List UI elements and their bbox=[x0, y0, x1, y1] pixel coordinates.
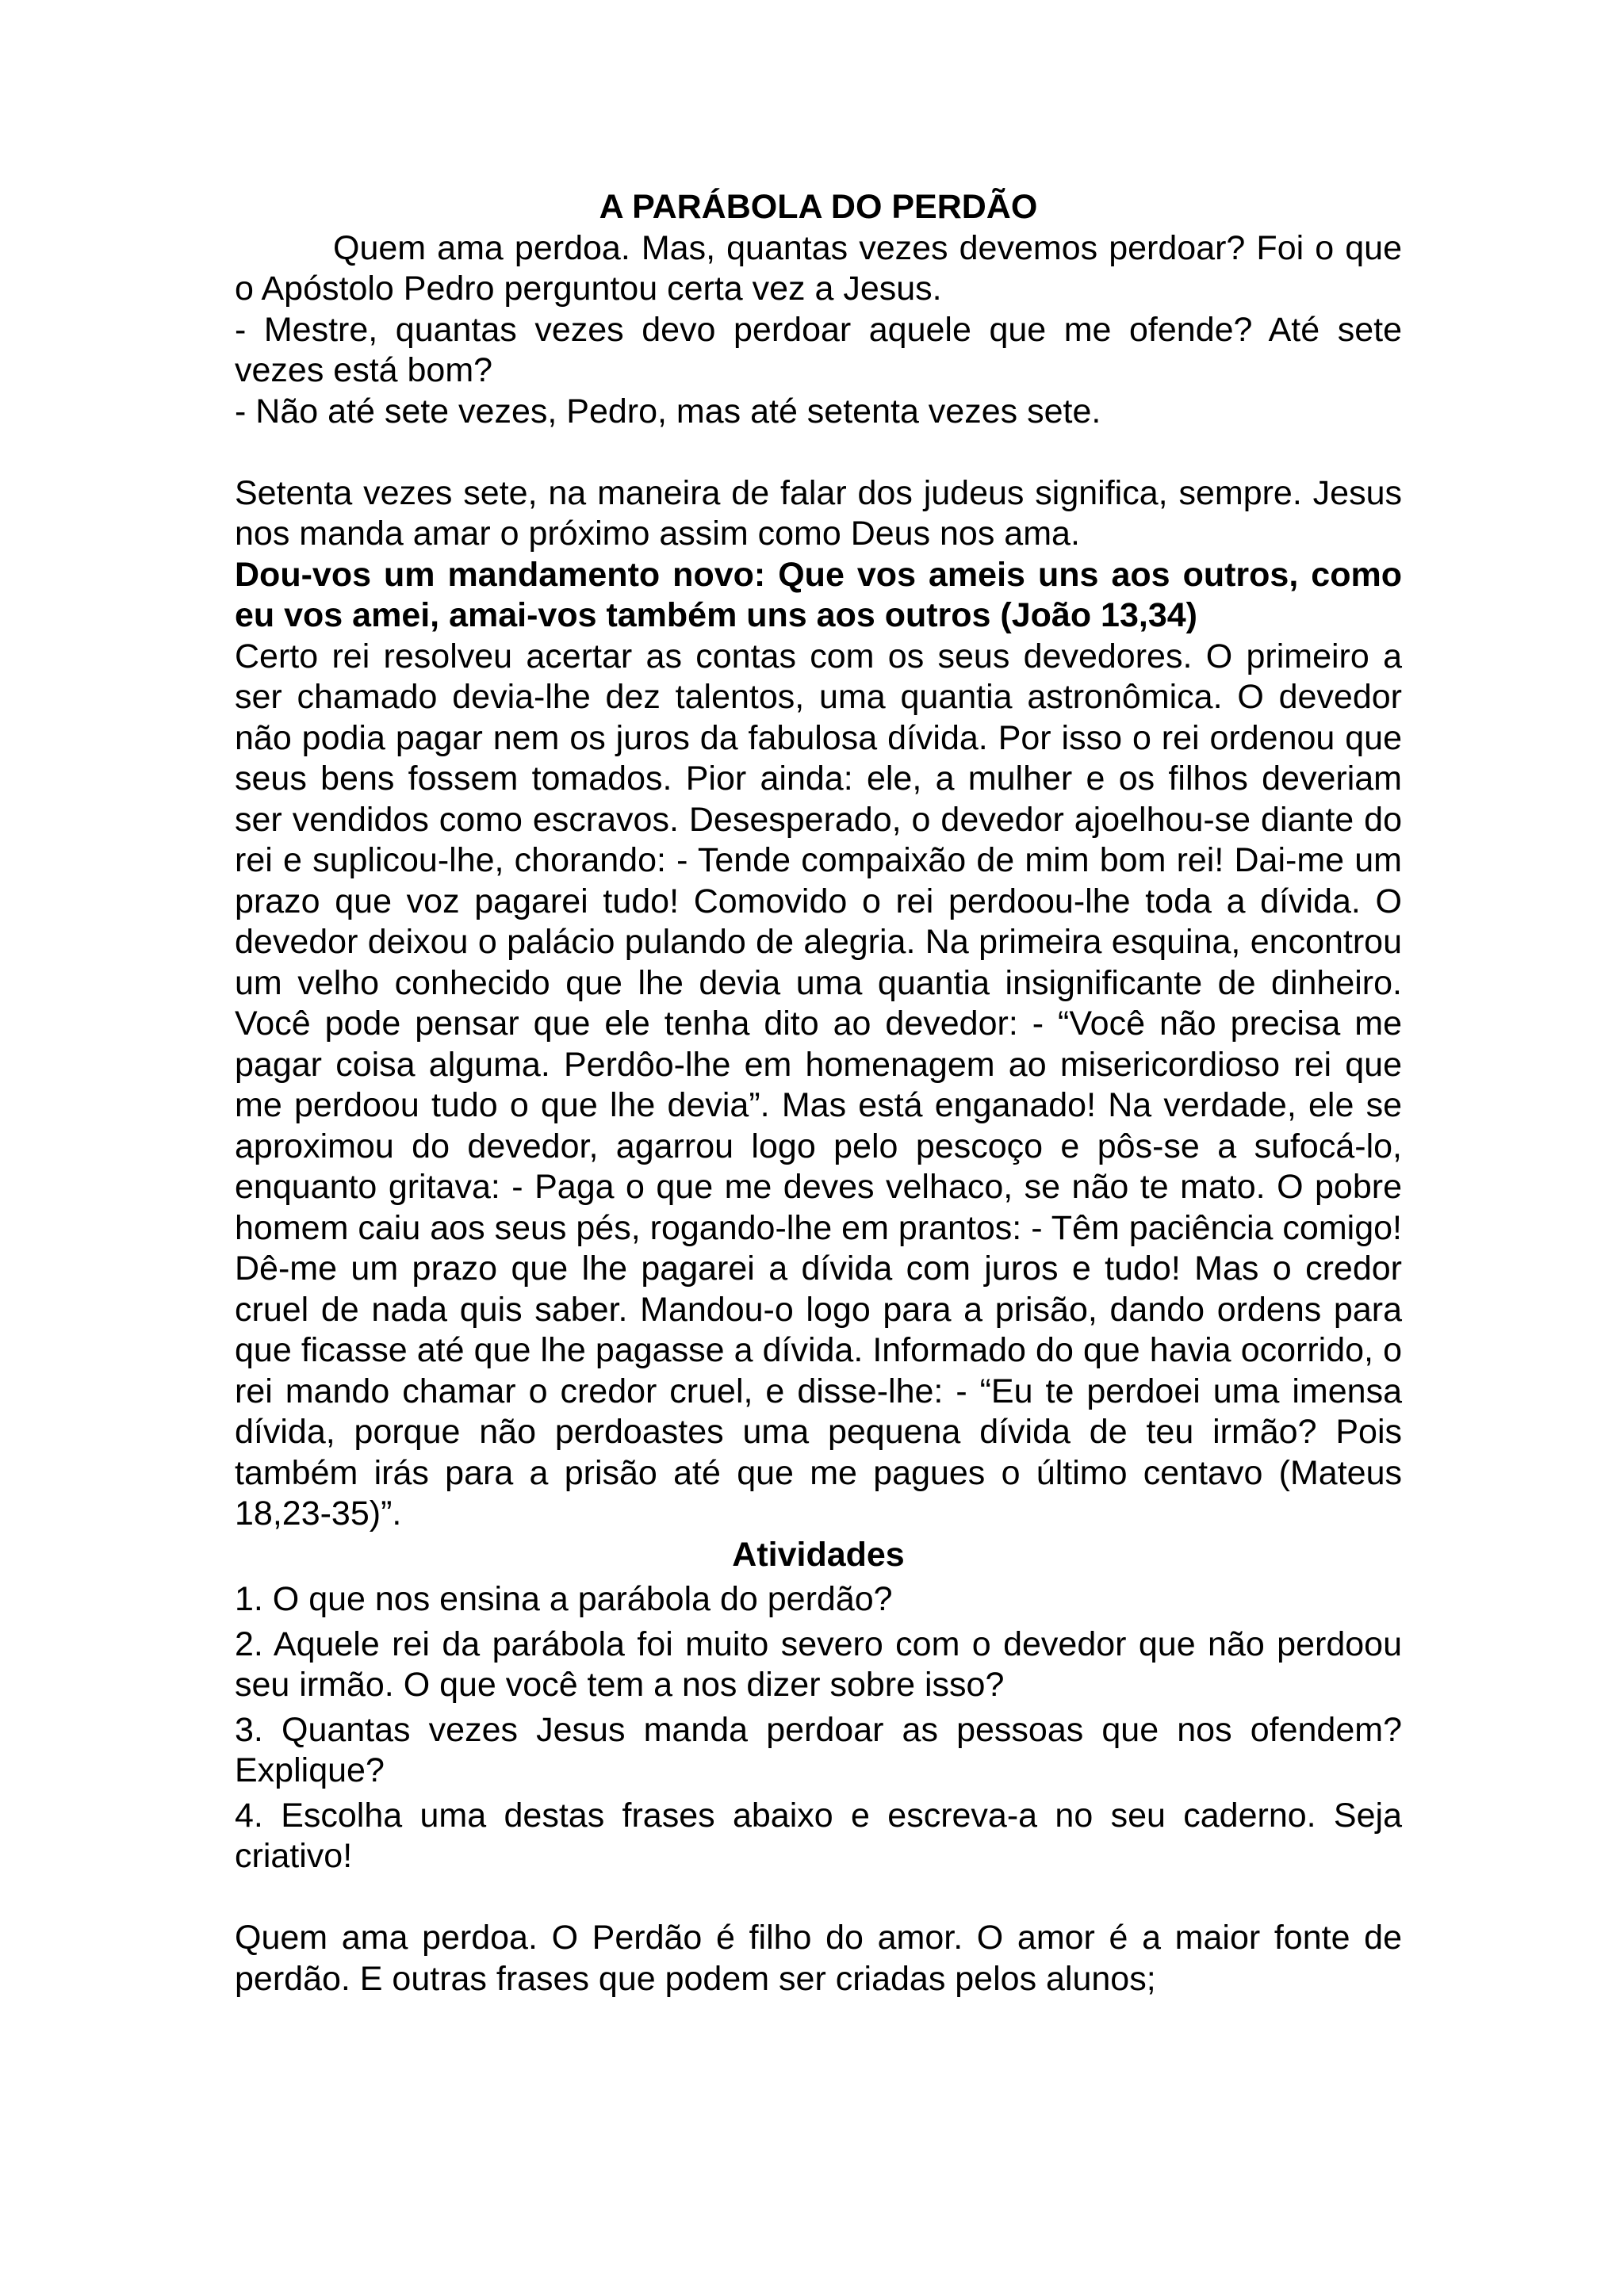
spacer bbox=[235, 432, 1402, 473]
intro-paragraph: Quem ama perdoa. Mas, quantas vezes devemos perdoar? Foi o que o Apóstolo Pedro perguntou certa vez a Jesus. bbox=[235, 228, 1402, 308]
activities-heading: Atividades bbox=[732, 1535, 905, 1574]
activity-item: 3. Quantas vezes Jesus manda perdoar as pessoas que nos ofendem? Explique? bbox=[235, 1710, 1402, 1789]
commandment-quote: Dou-vos um mandamento novo: Que vos ameis uns aos outros, como eu vos amei, amai-vos também uns aos outros (João 13,34) bbox=[235, 555, 1402, 634]
closing-paragraph: Quem ama perdoa. O Perdão é filho do amor. O amor é a maior fonte de perdão. E outras frases que podem ser criadas pelos alunos; bbox=[235, 1919, 1402, 1998]
explanation-paragraph: Setenta vezes sete, na maneira de falar dos judeus significa, sempre. Jesus nos manda amar o próximo assim como Deus nos ama. bbox=[235, 473, 1402, 553]
activity-item: 2. Aquele rei da parábola foi muito severo com o devedor que não perdoou seu irmão. O que você tem a nos dizer sobre isso? bbox=[235, 1624, 1402, 1704]
spacer bbox=[235, 1877, 1402, 1919]
document-title: A PARÁBOLA DO PERDÃO bbox=[599, 188, 1038, 226]
dialogue-line: - Mestre, quantas vezes devo perdoar aquele que me ofende? Até sete vezes está bom? bbox=[235, 310, 1402, 389]
activity-item: 4. Escolha uma destas frases abaixo e escreva-a no seu caderno. Seja criativo! bbox=[235, 1796, 1402, 1875]
dialogue-line: - Não até sete vezes, Pedro, mas até setenta vezes sete. bbox=[235, 392, 1101, 430]
story-paragraph: Certo rei resolveu acertar as contas com os seus devedores. O primeiro a ser chamado devia-lhe dez talentos, uma quantia astronômica. O devedor não podia pagar nem os juros da fabulosa dívida. Por isso o rei ordenou que seus bens fossem tomados. Pior ainda: ele, a mulher e os filhos deveriam ser vendidos como escravos. Desesperado, o devedor ajoelhou-se diante do rei e suplicou-lhe, chorando: - Tende compaixão de mim bom rei! Dai-me um prazo que voz pagarei tudo! Comovido o rei perdoou-lhe toda a dívida. O devedor deixou o palácio pulando de alegria. Na primeira esquina, encontrou um velho conhecido que lhe devia uma quantia insignificante de dinheiro. Você pode pensar que ele tenha dito ao devedor: - “Você não precisa me pagar coisa alguma. Perdôo-lhe em homenagem ao misericordioso rei que me perdoou tudo o que lhe devia”. Mas está enganado! Na verdade, ele se aproximou do devedor, agarrou logo pelo pescoço e pôs-se a sufocá-lo, enquanto gritava: - Paga o que me deves velhaco, se não te mato. O pobre homem caiu aos seus pés, rogando-lhe em prantos: - Têm paciência comigo! Dê-me um prazo que lhe pagarei a dívida com juros e tudo! Mas o credor cruel de nada quis saber. Mandou-o logo para a prisão, dando ordens para que ficasse até que lhe pagasse a dívida. Informado do que havia ocorrido, o rei mando chamar o credor cruel, e disse-lhe: - “Eu te perdoei uma imensa dívida, porque não perdoastes uma pequena dívida de teu irmão? Pois também irás para a prisão até que me pagues o último centavo (Mateus 18,23-35)”. bbox=[235, 637, 1402, 1533]
activity-item: 1. O que nos ensina a parábola do perdão? bbox=[235, 1580, 893, 1618]
document-page bbox=[235, 187, 1402, 1999]
